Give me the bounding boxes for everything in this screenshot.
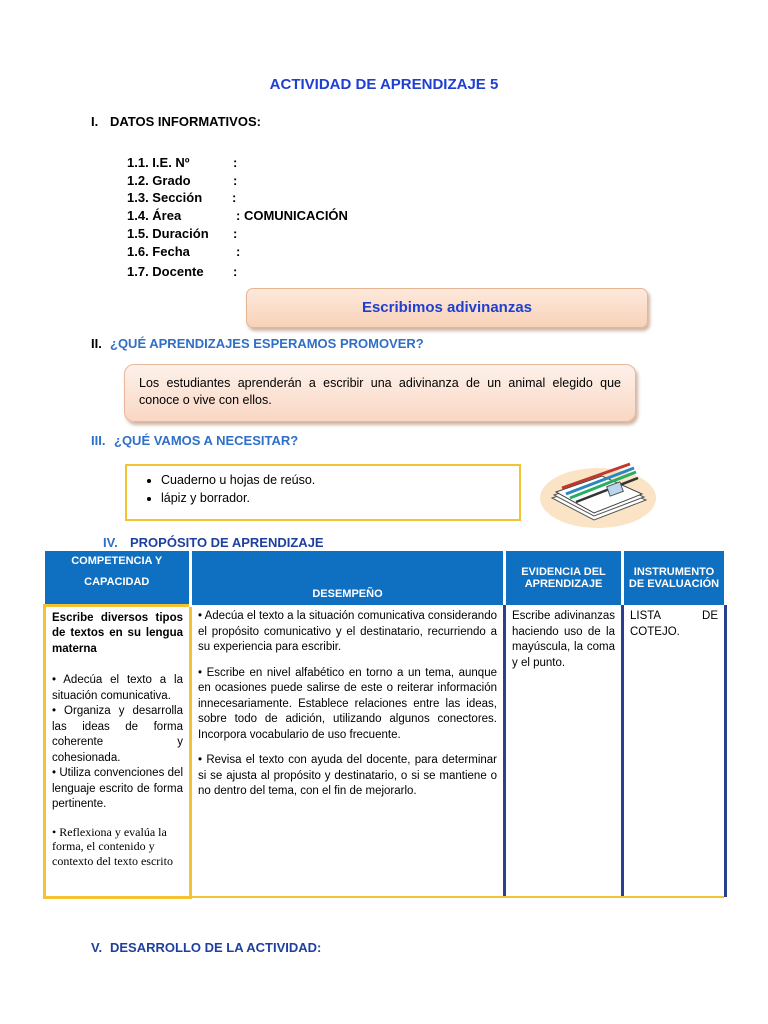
instrumento-cell: LISTA DE COTEJO. [623,605,726,897]
section-2-title: ¿QUÉ APRENDIZAJES ESPERAMOS PROMOVER? [110,336,424,351]
header-competencia [45,551,191,605]
competencia-title: Escribe diversos tipos de textos en su lengua materna [52,611,183,655]
info-value: : [233,264,238,279]
learning-purpose-table [43,551,727,899]
desempeno-cell [191,605,505,897]
learning-box [124,364,636,422]
header-evidencia: EVIDENCIA DEL APRENDIZAJE [505,551,623,605]
info-label: 1.7. Docente [127,264,204,279]
notebook-pencils-illustration [538,452,656,532]
table-bottom-border [43,896,724,898]
info-label: 1.4. Área [127,208,182,223]
page-title: ACTIVIDAD DE APRENDIZAJE 5 [269,76,499,93]
materials-list [127,471,519,507]
desempeno-item: • Adecúa el texto a la situación comunicativa considerando el propósito comunicativo y el destinatario, recurriendo a su experiencia para escribir. [198,610,497,653]
section-3-number: III. [91,433,106,448]
evidencia-cell: Escribe adivinanzas haciendo uso de la mayúscula, la coma y el punto. [505,605,623,897]
competencia-cell [45,605,191,897]
info-label: 1.2. Grado [127,173,191,188]
section-4-title: PROPÓSITO DE APRENDIZAJE [130,535,324,550]
header-competencia-line1: COMPETENCIA Y [71,555,163,567]
desempeno-item: • Revisa el texto con ayuda del docente, para determinar si se ajusta al propósito y destinatario, o si se mantiene o no dentro del tema, con el fin de mejorarlo. [198,754,497,797]
table-row [45,605,726,897]
info-value: : [236,244,241,259]
section-3-title: ¿QUÉ VAMOS A NECESITAR? [114,433,299,448]
info-value: : [233,226,238,241]
desempeno-item: • Escribe en nivel alfabético en torno a un tema, aunque en ocasiones puede salirse de este o reiterar información innecesariamente. Establece relaciones entre las ideas, sobre todo de adición, utilizando algunos conectores. Incorpora vocabulario de uso frecuente. [198,666,497,741]
capacidad-item: • Reflexiona y evalúa la forma, el contenido y contexto del texto escrito [52,824,173,868]
section-1-title: DATOS INFORMATIVOS: [110,114,261,129]
materials-box [125,464,521,521]
info-label: 1.1. I.E. Nº [127,155,190,170]
section-5-number: V. [91,940,103,955]
learning-text: Los estudiantes aprenderán a escribir una adivinanza de un animal elegido que conoce o vive con ellos. [139,376,621,407]
info-value: : COMUNICACIÓN [236,208,348,223]
table-header-row [45,551,726,605]
material-item: • Cuaderno u hojas de reúso. [161,471,519,489]
info-value: : [232,190,237,205]
capacidad-item: • Utiliza convenciones del lenguaje escrito de forma pertinente. [52,767,183,810]
capacidad-item: • Adecúa el texto a la situación comunicativa. [52,674,183,702]
activity-title-banner: Escribimos adivinanzas [246,288,648,328]
capacidad-item: • Organiza y desarrolla las ideas de forma coherente y cohesionada. [52,705,183,764]
info-label: 1.5. Duración [127,226,209,241]
info-label: 1.6. Fecha [127,244,190,259]
header-desempeno: DESEMPEÑO [191,551,505,605]
header-competencia-line2: CAPACIDAD [84,576,150,588]
section-4-number: IV. [103,535,118,550]
header-instrumento: INSTRUMENTO DE EVALUACIÓN [623,551,726,605]
info-label: 1.3. Sección [127,190,203,205]
info-value: : [233,173,238,188]
section-1-number: I. [91,114,99,129]
section-2-number: II. [91,336,102,351]
info-value: : [233,155,238,170]
section-5-title: DESARROLLO DE LA ACTIVIDAD: [110,940,322,955]
material-item: • lápiz y borrador. [161,489,519,507]
